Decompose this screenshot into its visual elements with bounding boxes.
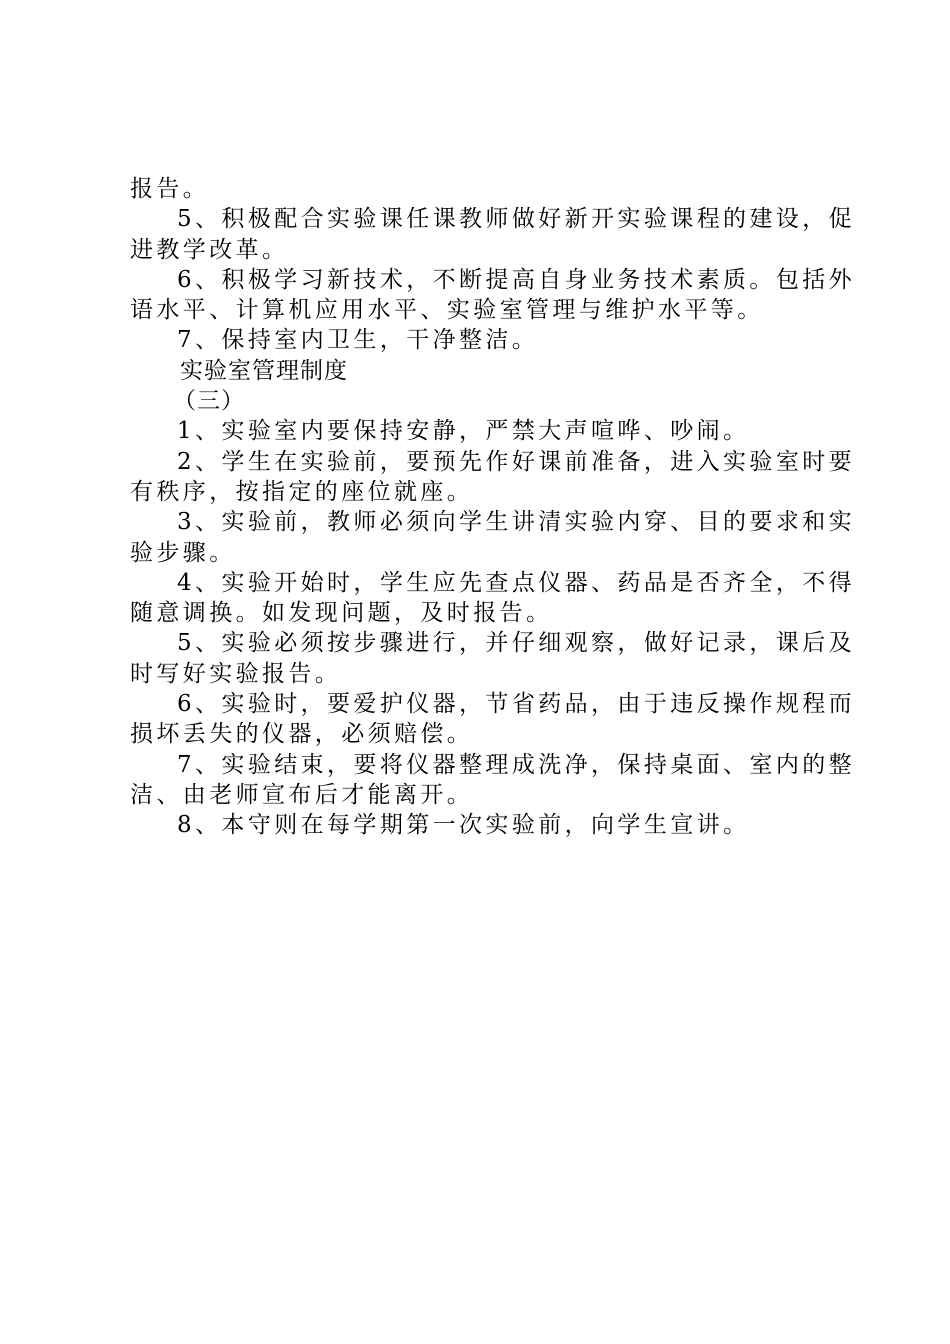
document-body — [130, 174, 856, 841]
paragraph-line: 8、本守则在每学期第一次实验前，向学生宣讲。 — [177, 812, 750, 839]
section-number: （三） — [173, 388, 245, 415]
paragraph-line: 5、实验必须按步骤进行，并仔细观察，做好记录，课后及 — [177, 630, 856, 657]
paragraph-line: 5、积极配合实验课任课教师做好新开实验课程的建设，促 — [177, 206, 856, 233]
paragraph-line: 验步骤。 — [130, 539, 236, 566]
paragraph-line: 6、积极学习新技术，不断提高自身业务技术素质。包括外 — [177, 266, 856, 293]
paragraph-line: 4、实验开始时，学生应先查点仪器、药品是否齐全，不得 — [177, 569, 856, 596]
paragraph-line: 有秩序，按指定的座位就座。 — [130, 478, 474, 505]
paragraph-line: 时写好实验报告。 — [130, 660, 342, 687]
paragraph-line: 6、实验时，要爱护仪器，节省药品，由于违反操作规程而 — [177, 691, 856, 718]
paragraph-line: 7、实验结束，要将仪器整理成洗净，保持桌面、室内的整 — [177, 751, 856, 778]
paragraph-line: 报告。 — [130, 176, 210, 202]
paragraph-line: 损坏丢失的仪器，必须赔偿。 — [130, 721, 474, 748]
paragraph-line: 语水平、计算机应用水平、实验室管理与维护水平等。 — [130, 297, 764, 324]
paragraph-line: 2、学生在实验前，要预先作好课前准备，进入实验室时要 — [177, 448, 856, 475]
paragraph-line: 7、保持室内卫生，干净整洁。 — [177, 327, 539, 354]
paragraph-line: 进教学改革。 — [130, 236, 289, 263]
paragraph-line: 洁、由老师宣布后才能离开。 — [130, 781, 474, 808]
paragraph-line: 3、实验前，教师必须向学生讲清实验内穿、目的要求和实 — [177, 509, 856, 536]
paragraph-line: 随意调换。如发现问题，及时报告。 — [130, 600, 553, 627]
section-heading: 实验室管理制度 — [180, 357, 348, 384]
paragraph-line: 1、实验室内要保持安静，严禁大声喧哗、吵闹。 — [177, 418, 750, 445]
